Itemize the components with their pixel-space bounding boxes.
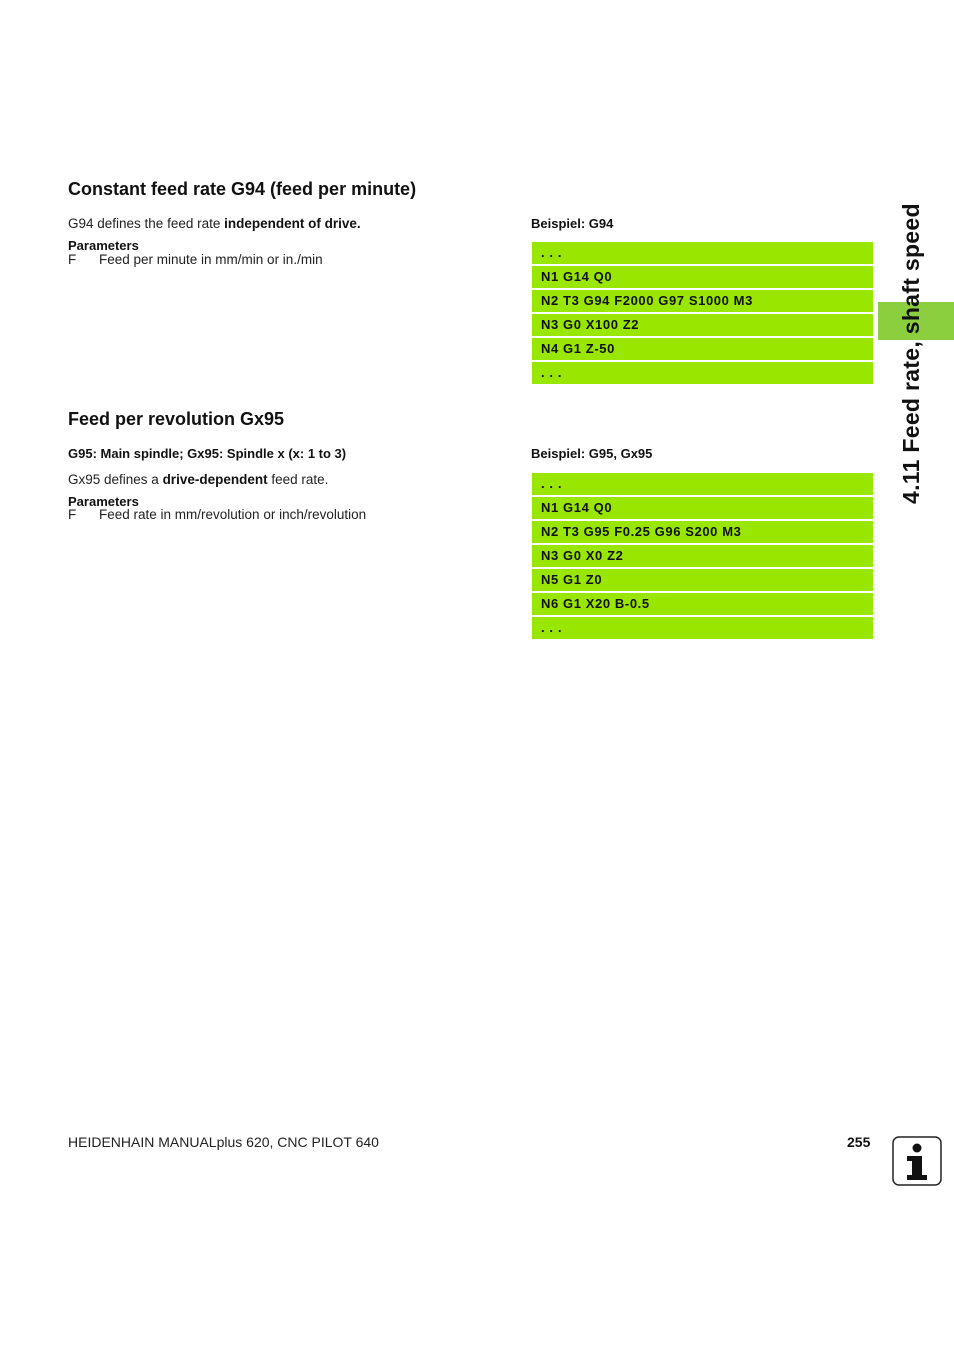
code-line: N3 G0 X0 Z2 [532, 545, 873, 567]
code-line: N6 G1 X20 B-0.5 [532, 593, 873, 615]
g94-param-row [68, 252, 323, 267]
gx95-code-block [532, 473, 873, 641]
param-name: F [68, 252, 77, 267]
code-line: N2 T3 G95 F0.25 G96 S200 M3 [532, 521, 873, 543]
param-name: F [68, 507, 77, 522]
gx95-intro-text: Gx95 defines a [68, 472, 163, 487]
chapter-title: 4.11 Feed rate, shaft speed [898, 203, 924, 504]
g94-intro-text: G94 defines the feed rate [68, 216, 225, 231]
gx95-param-row [68, 507, 366, 522]
gx95-params-label: Parameters [68, 494, 139, 509]
code-line: N2 T3 G94 F2000 G97 S1000 M3 [532, 290, 873, 312]
gx95-intro-bold: drive-dependent [162, 472, 268, 487]
code-line: . . . [532, 362, 873, 384]
page-number: 255 [847, 1134, 871, 1150]
code-line: N1 G14 Q0 [532, 497, 873, 519]
code-line: N3 G0 X100 Z2 [532, 314, 873, 336]
code-line: N4 G1 Z-50 [532, 338, 873, 360]
section-heading-gx95: Feed per revolution Gx95 [68, 409, 285, 429]
g94-intro [68, 216, 361, 231]
code-line: . . . [532, 617, 873, 639]
footer-manual-title: HEIDENHAIN MANUALplus 620, CNC PILOT 640 [68, 1134, 379, 1150]
g94-example-label: Beispiel: G94 [531, 216, 614, 231]
code-line: . . . [532, 242, 873, 264]
g94-code-block [532, 242, 873, 386]
info-icon [892, 1136, 942, 1186]
section-heading-g94: Constant feed rate G94 (feed per minute) [68, 179, 417, 199]
param-desc: Feed rate in mm/revolution or inch/revolution [99, 507, 367, 522]
code-line: N5 G1 Z0 [532, 569, 873, 591]
g94-intro-bold: independent of drive. [224, 216, 361, 231]
param-desc: Feed per minute in mm/min or in./min [99, 252, 323, 267]
code-line: N1 G14 Q0 [532, 266, 873, 288]
gx95-subheading: G95: Main spindle; Gx95: Spindle x (x: 1 to 3) [68, 446, 347, 461]
gx95-intro [68, 472, 328, 487]
g94-params-label: Parameters [68, 238, 139, 253]
gx95-example-label: Beispiel: G95, Gx95 [531, 446, 653, 461]
code-line: . . . [532, 473, 873, 495]
gx95-intro-suffix: feed rate. [267, 472, 329, 487]
